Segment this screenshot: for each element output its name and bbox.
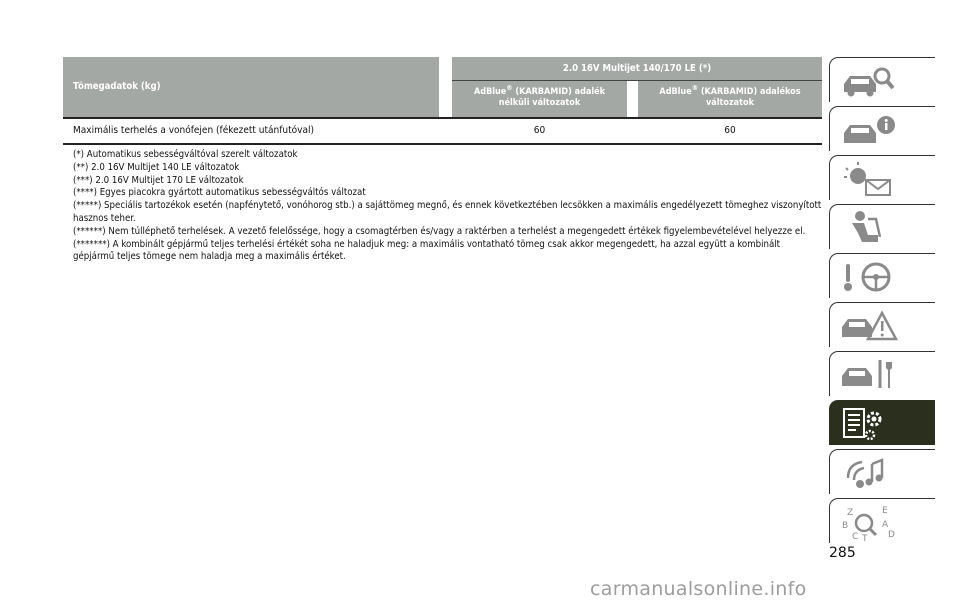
footnote: (***) 2.0 16V Multijet 170 LE változatok <box>73 174 244 186</box>
car-info-icon <box>838 111 900 149</box>
index-letter-d: D <box>888 530 895 540</box>
table-header-engine: 2.0 16V Multijet 140/170 LE (*) <box>452 57 822 80</box>
col1-line2: nélküli változatok <box>498 98 581 108</box>
footnote: (*******) A kombinált gépjármű teljes terhelési értékét soha ne haladjuk meg: a maximális vontatható tömeg csak akkor megengedett, ha azzal együtt a kombinált gépjármű teljes tömege nem haladja meg a maximális értéket. <box>73 238 781 263</box>
index-letter-b: B <box>842 521 849 531</box>
tab-maintenance[interactable] <box>829 351 935 396</box>
table-header-without-adblue <box>452 81 627 117</box>
registered-mark: ® <box>691 84 698 92</box>
footnote: (******) Nem túlléphető terhelések. A vezető felelőssége, hogy a csomagtérben és/vagy a raktérben a terhelést a megengedett értékek figyelembevételével helyezze el. <box>73 225 806 237</box>
footnotes <box>73 149 823 264</box>
tab-multimedia[interactable] <box>829 449 935 494</box>
col2-line2: változatok <box>706 98 754 108</box>
registered-mark: ® <box>506 84 513 92</box>
tab-technical-data[interactable] <box>829 400 935 445</box>
tab-starting-driving[interactable] <box>829 204 935 249</box>
tab-safety[interactable] <box>829 155 935 200</box>
document-gear-icon <box>838 405 900 443</box>
tab-index[interactable] <box>829 498 935 543</box>
table-rule <box>63 143 822 145</box>
row-value-with-adblue: 60 <box>724 125 736 136</box>
music-signal-icon <box>838 454 900 492</box>
tab-emergency[interactable] <box>829 302 935 347</box>
row-value-without-adblue: 60 <box>533 125 546 136</box>
index-letter-t: T <box>862 534 868 541</box>
index-letter-e: E <box>882 506 888 516</box>
col1-rest: (KARBAMID) adalék <box>512 87 605 97</box>
footnote: (**) 2.0 16V Multijet 140 LE változatok <box>73 161 240 173</box>
page-number: 285 <box>829 545 856 561</box>
index-letter-c: C <box>852 532 859 541</box>
car-magnifier-icon <box>838 62 900 100</box>
light-envelope-icon <box>838 160 900 198</box>
footnote: (*****) Speciális tartozékok esetén (napfénytető, vonóhorog stb.) a sajáttömeg megnő, és ennek következtében lecsökken a maximális engedélyezett tömeghez viszonyított hasznos teher. <box>73 200 822 224</box>
table-header-weight: Tömegadatok (kg) <box>63 57 439 117</box>
adblue-brand: AdBlue <box>474 87 507 97</box>
footnote: (*) Automatikus sebességváltóval szerelt változatok <box>73 149 298 160</box>
tab-getting-to-know[interactable] <box>829 57 935 102</box>
index-letter-z: Z <box>847 508 854 518</box>
steering-wheel-icon <box>838 258 900 296</box>
watermark: carmanualsonline.info <box>590 578 807 600</box>
seated-person-icon <box>838 209 900 247</box>
table-header-with-adblue <box>638 81 822 117</box>
adblue-brand: AdBlue <box>659 87 692 97</box>
alphabet-index-icon <box>838 503 900 541</box>
row-label: Maximális terhelés a vonófejen (fékezett utánfutóval) <box>73 125 314 136</box>
col2-rest: (KARBAMID) adalékos <box>698 87 801 97</box>
tab-warning-lights[interactable] <box>829 253 935 298</box>
car-warning-icon <box>838 307 900 345</box>
tab-dashboard[interactable] <box>829 106 935 151</box>
table-row <box>63 119 822 143</box>
index-letter-a: A <box>882 520 889 530</box>
car-wrench-icon <box>838 356 900 394</box>
footnote: (****) Egyes piacokra gyártott automatikus sebességváltós változat <box>73 187 366 199</box>
